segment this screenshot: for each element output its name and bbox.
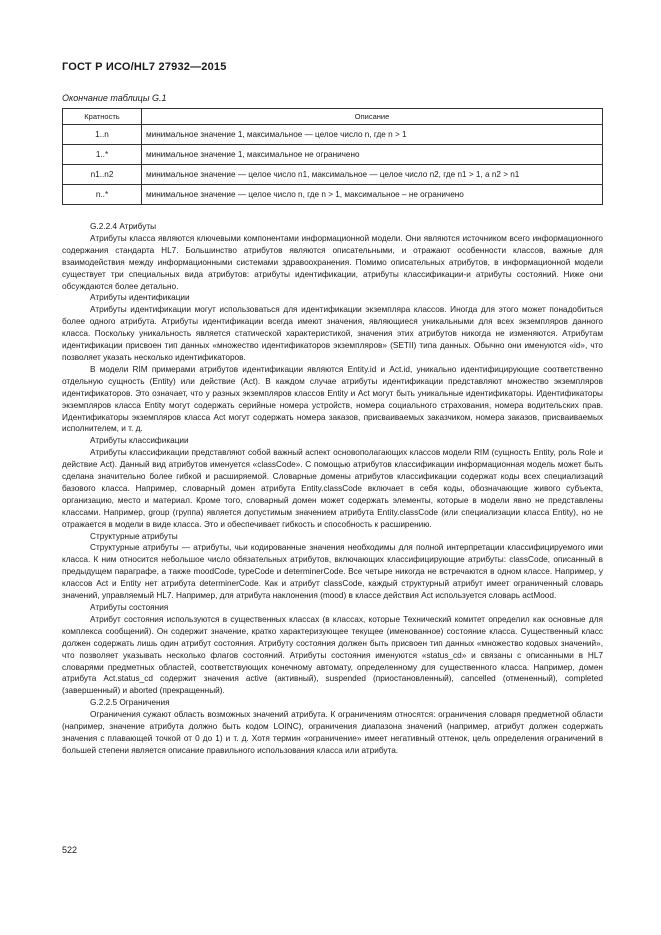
table-row (63, 165, 603, 185)
table-row (63, 125, 603, 145)
table-row (63, 145, 603, 165)
subheading-classification: Атрибуты классификации (90, 436, 189, 446)
table-cell-description: минимальное значение 1, максимальное не ограничено (142, 145, 603, 165)
table-cell-multiplicity: n1..n2 (63, 165, 142, 185)
table-header-description: Описание (142, 109, 603, 125)
paragraph: Атрибут состояния используются в существенных классах (в классах, которые Технический комитет определил как основные для комплекса сообщений). Он содержит значение, кратко характеризующее текущее (именованное) состояние класса. Существенный класс должен содержать лишь один атрибут состояния. Атрибуту состояния должен быть присвоен тип данных «множество кодовых значений», что позволяет указывать несколько флагов состояний. Атрибуты состояния именуются «status_cd» и связаны с описанными в HL7 словарями предметных областей, соответствующих конечному автомату, определенному для существенного класса. Например, домен атрибута Act.status_cd содержит значения active (активный), suspended (приостановленный), cancelled (отмененный), completed (завершенный) и aborted (прекращенный). (62, 614, 603, 696)
paragraph: Атрибуты класса являются ключевыми компонентами информационной модели. Они являются источником всего информационного содержания стандарта HL7. Большинство атрибутов являются описательными, и отражают особенности классов, важные для взаимодействия между информационными системами здравоохранения. Помимо описательных атрибутов, в информационной модели существует три специальных вида атрибутов: атрибуты идентификации, атрибуты классификации-и атрибуты состояний. Ниже они обсуждаются более детально. (62, 233, 603, 291)
multiplicity-table (62, 108, 603, 205)
page-number: 522 (62, 845, 78, 855)
table-cell-multiplicity: n..* (63, 185, 142, 205)
subheading-state: Атрибуты состояния (90, 603, 169, 612)
table-cell-multiplicity: 1..n (63, 125, 142, 145)
table-cell-description: минимальное значение 1, максимальное — целое число n, где n > 1 (142, 125, 603, 145)
section-heading-constraints: G.2.2.5 Ограничения (90, 698, 170, 708)
table-header-row (63, 109, 603, 125)
paragraph: В модели RIM примерами атрибутов идентификации являются Entity.id и Act.id, уникально идентифицирующие соответственно отдельную сущность (Entity) или действие (Act). В каждом случае атрибуты идентификации представляют множество экземпляров идентификаторов. Это означает, что у разных экземпляров классов Entity и Act могут быть уникальные идентификаторы. Идентификаторы экземпляров класса Entity могут содержать серийные номера устройств, номера социального страхования, номера водительских прав. Идентификаторы экземпляров класса Act могут содержать номера заказов, присваиваемых заказчиком, номера заказов, присваиваемых исполнителем, и т. д. (62, 364, 603, 434)
paragraph: Структурные атрибуты — атрибуты, чьи кодированные значения необходимы для полной интерпретации классифицируемого ими класса. К ним относится небольшое число обязательных атрибутов, включающих классифицирующие атрибуты: classCode, описанный в предыдущем параграфе, а также moodCode, typeCode и determinerCode. Все четыре никогда не встречаются в одном классе. Например, у классов Act и Entity нет атрибута determinerCode. Как и атрибут classCode, каждый структурный атрибут имеет ограниченный словарь значений, управляемый HL7. Например, для атрибута наклонения (mood) в классе действия Act используется словарь actMood. (62, 543, 603, 601)
table-row (63, 185, 603, 205)
table-cell-multiplicity: 1..* (63, 145, 142, 165)
paragraph: Атрибуты идентификации могут использоваться для идентификации экземпляра классов. Иногда для этого может понадобиться более одного атрибута. Атрибуты идентификации всегда имеют значения, являющиеся уникальными для всех экземпляров данного класса. Поскольку уникальность является статической характеристикой, значения этих атрибутов никогда не изменяются. Атрибутам идентификации присвоен тип данных «множество идентификаторов экземпляров» (SETII) типа данных. Обычно они именуются «id», что позволяет указать несколько идентификаторов. (62, 305, 603, 362)
subheading-structural: Структурные атрибуты (90, 531, 178, 541)
table-header-multiplicity: Кратность (63, 109, 142, 125)
document-header: ГОСТ Р ИСО/HL7 27932—2015 (62, 61, 227, 73)
table-caption: Окончание таблицы G.1 (62, 93, 167, 103)
table-cell-description: минимальное значение — целое число n1, максимальное — целое число n2, где n1 > 1, а n2 > n1 (142, 165, 603, 185)
section-heading-attributes: G.2.2.4 Атрибуты (90, 222, 157, 231)
paragraph: Атрибуты классификации представляют собой важный аспект основополагающих классов модели RIM (сущность Entity, роль Role и действие Act). Данный вид атрибутов именуется «classCode». С помощью атрибутов классификации информационная модель может быть сделана значительно более гибкой и расширяемой. Словарные домены атрибутов классификации содержат коды всех специализаций базового класса. Например, словарный домен атрибута Entity.classCode включает в себя коды, обозначающие живого субъекта, организацию, место и материал. Кроме того, словарный домен может содержать элементы, которые в модели явно не представлены классами. Например, group (группа) является допустимым значением атрибута Entity.classCode (или специализации класса Entity), но не отражается в модели в виде класса. Это и обеспечивает гибкость и способность к расширению. (62, 448, 603, 529)
subheading-identification: Атрибуты идентификации (90, 293, 190, 303)
table-cell-description: минимальное значение — целое число n, где n > 1, максимальное – не ограничено (142, 185, 603, 205)
body-text (62, 221, 603, 757)
paragraph: Ограничения сужают область возможных значений атрибута. К ограничениям относятся: ограничения словаря предметной области (например, значение атрибута должно быть кодом LOINC), ограничения диапазона значений (например, атрибут должен содержать значения с плавающей точкой от 0 до 1) и т. д. Хотя термин «ограничение» имеет негативный оттенок, цель определения ограничений в большей степени является описание правильного использования класса или атрибута. (62, 710, 603, 755)
